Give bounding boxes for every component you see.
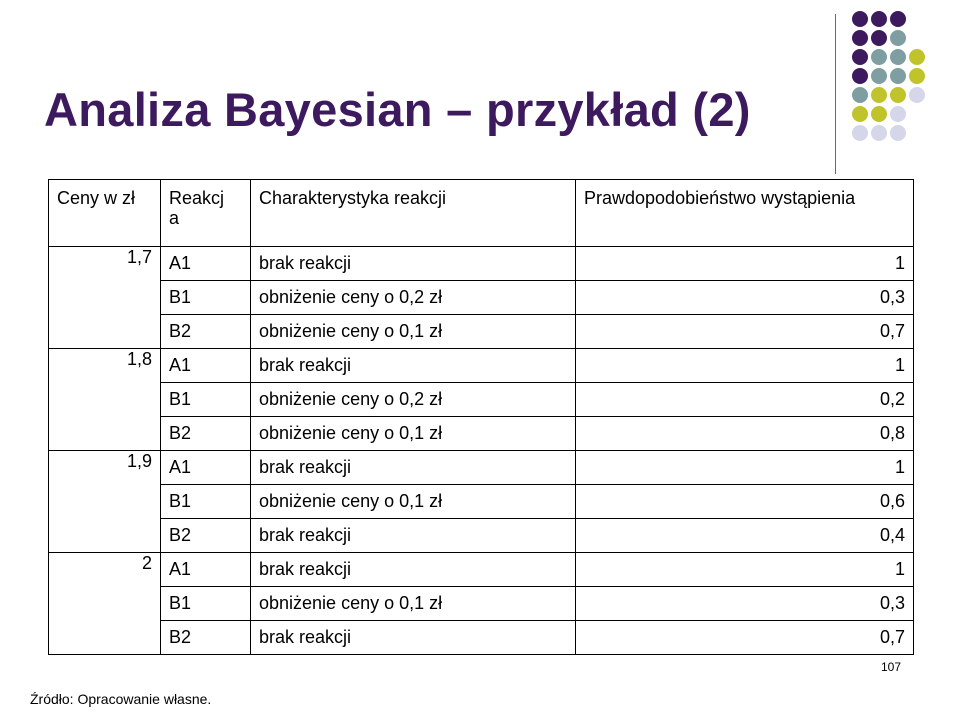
probability-cell: 1 <box>576 553 914 587</box>
reaction-cell: A1 <box>161 349 251 383</box>
decorative-dot <box>852 68 868 84</box>
decorative-dot <box>890 87 906 103</box>
decorative-dot <box>890 49 906 65</box>
reaction-cell: A1 <box>161 553 251 587</box>
decorative-dot <box>871 11 887 27</box>
probability-cell: 1 <box>576 247 914 281</box>
decorative-dot <box>890 30 906 46</box>
decorative-dot <box>890 125 906 141</box>
decorative-dot <box>890 11 906 27</box>
reaction-cell: B1 <box>161 281 251 315</box>
decorative-dot <box>852 11 868 27</box>
divider-line <box>835 14 836 174</box>
reaction-cell: B1 <box>161 383 251 417</box>
probability-cell: 0,7 <box>576 315 914 349</box>
description-cell: brak reakcji <box>251 349 576 383</box>
description-cell: obniżenie ceny o 0,2 zł <box>251 281 576 315</box>
reaction-cell: A1 <box>161 451 251 485</box>
description-cell: brak reakcji <box>251 451 576 485</box>
description-cell: brak reakcji <box>251 519 576 553</box>
decorative-dot <box>890 106 906 122</box>
decorative-dot <box>852 49 868 65</box>
table-row <box>49 247 914 281</box>
table-header-row <box>49 180 914 247</box>
probability-cell: 0,4 <box>576 519 914 553</box>
price-cell: 2 <box>49 553 161 655</box>
reaction-cell: B2 <box>161 519 251 553</box>
decorative-dot <box>871 87 887 103</box>
table-row <box>49 587 914 621</box>
price-cell: 1,8 <box>49 349 161 451</box>
reaction-cell: A1 <box>161 247 251 281</box>
reaction-cell: B1 <box>161 587 251 621</box>
description-cell: obniżenie ceny o 0,2 zł <box>251 383 576 417</box>
price-cell: 1,7 <box>49 247 161 349</box>
table-row <box>49 485 914 519</box>
table-row <box>49 519 914 553</box>
decorative-dot <box>852 30 868 46</box>
decorative-dot <box>909 68 925 84</box>
decorative-dot <box>852 125 868 141</box>
table-body <box>49 247 914 655</box>
reaction-cell: B2 <box>161 315 251 349</box>
table-row <box>49 383 914 417</box>
decorative-dot <box>871 30 887 46</box>
table-row <box>49 621 914 655</box>
table-row <box>49 315 914 349</box>
header-price: Ceny w zł <box>49 180 161 247</box>
reaction-cell: B1 <box>161 485 251 519</box>
table-row <box>49 349 914 383</box>
table-row <box>49 417 914 451</box>
probability-cell: 0,7 <box>576 621 914 655</box>
table-row <box>49 281 914 315</box>
decorative-dot <box>909 87 925 103</box>
probability-cell: 0,3 <box>576 281 914 315</box>
source-note: Źródło: Opracowanie własne. <box>30 691 212 707</box>
header-characteristic: Charakterystyka reakcji <box>251 180 576 247</box>
probability-cell: 1 <box>576 451 914 485</box>
price-cell: 1,9 <box>49 451 161 553</box>
decorative-dot <box>852 106 868 122</box>
description-cell: obniżenie ceny o 0,1 zł <box>251 315 576 349</box>
decorative-dot <box>852 87 868 103</box>
header-probability: Prawdopodobieństwo wystąpienia <box>576 180 914 247</box>
description-cell: obniżenie ceny o 0,1 zł <box>251 485 576 519</box>
table-row <box>49 451 914 485</box>
decorative-dot <box>871 106 887 122</box>
table-row <box>49 553 914 587</box>
reaction-cell: B2 <box>161 621 251 655</box>
slide-title: Analiza Bayesian – przykład (2) <box>44 83 751 136</box>
decorative-dot <box>871 49 887 65</box>
bayes-table <box>48 179 914 655</box>
decorative-dot <box>871 125 887 141</box>
description-cell: obniżenie ceny o 0,1 zł <box>251 587 576 621</box>
reaction-cell: B2 <box>161 417 251 451</box>
page-number: 107 <box>881 660 902 674</box>
decorative-dot-grid <box>852 11 942 161</box>
description-cell: brak reakcji <box>251 247 576 281</box>
probability-cell: 0,3 <box>576 587 914 621</box>
header-reaction: Reakcj a <box>161 180 251 247</box>
probability-cell: 0,2 <box>576 383 914 417</box>
decorative-dot <box>909 49 925 65</box>
description-cell: brak reakcji <box>251 621 576 655</box>
description-cell: brak reakcji <box>251 553 576 587</box>
description-cell: obniżenie ceny o 0,1 zł <box>251 417 576 451</box>
decorative-dot <box>871 68 887 84</box>
decorative-dot <box>890 68 906 84</box>
probability-cell: 0,6 <box>576 485 914 519</box>
probability-cell: 1 <box>576 349 914 383</box>
probability-cell: 0,8 <box>576 417 914 451</box>
